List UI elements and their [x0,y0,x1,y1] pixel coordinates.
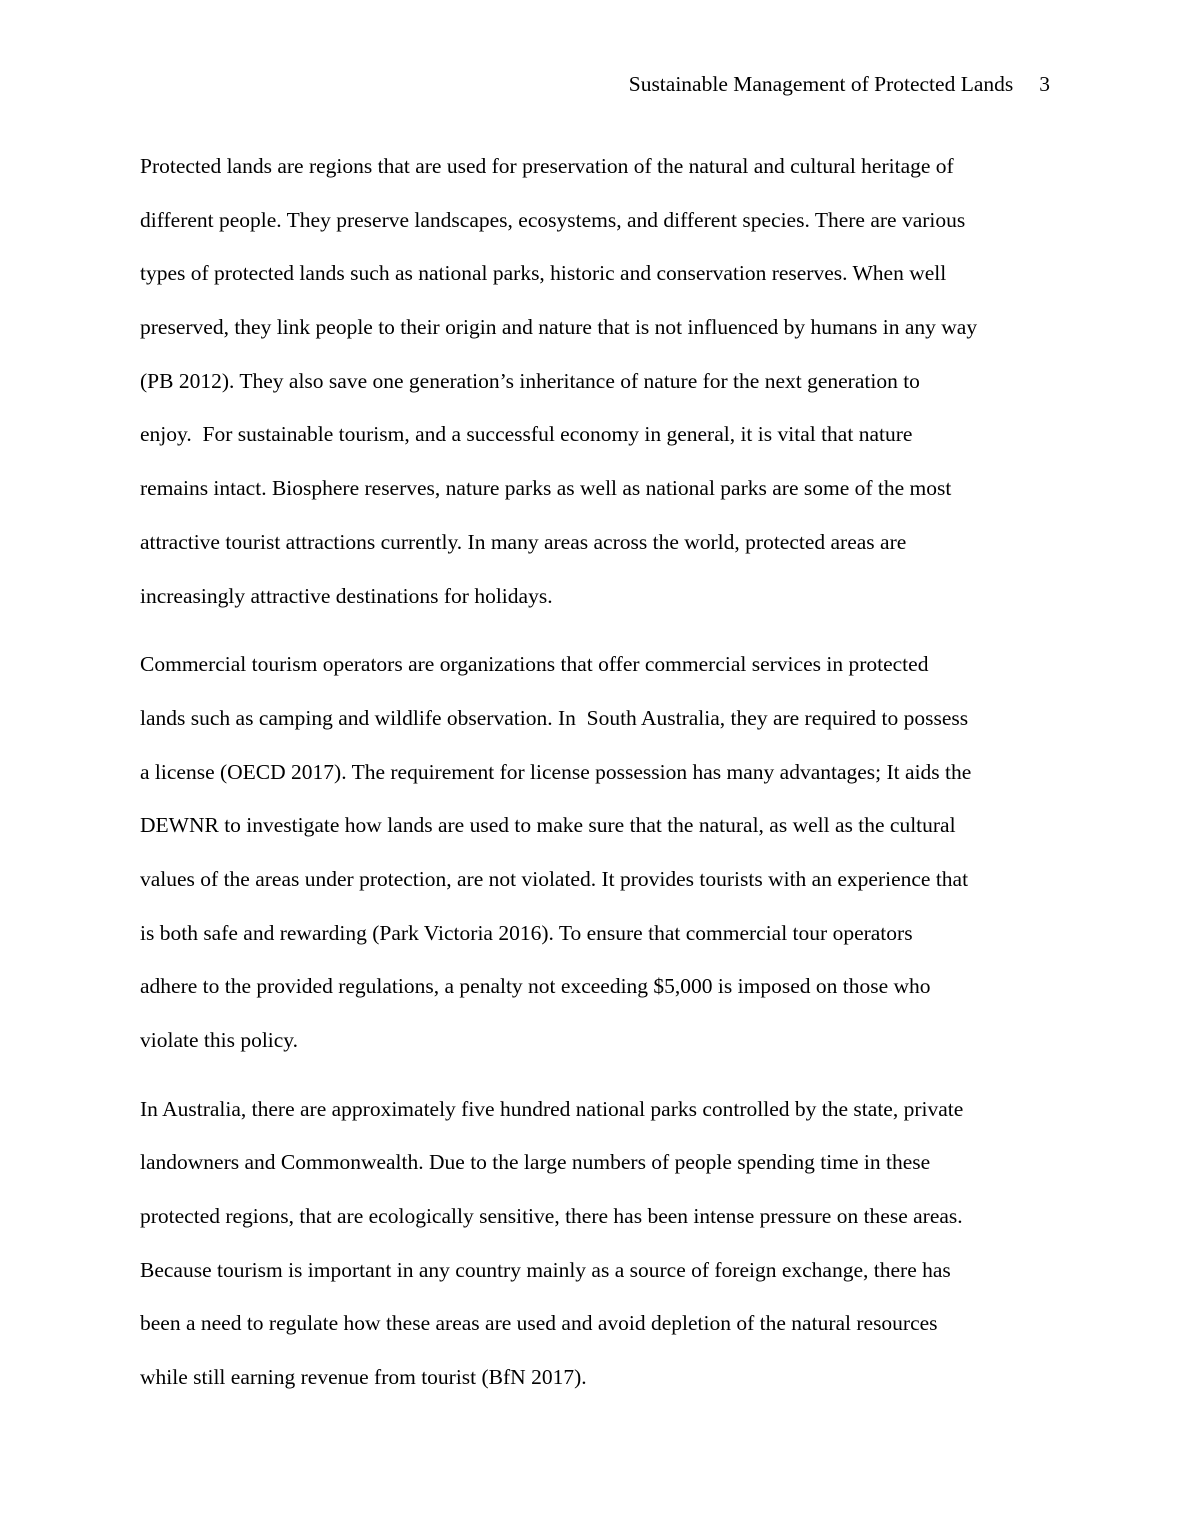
text-line: violate this policy. [140,1028,299,1052]
text-line: is both safe and rewarding (Park Victoria 2016). To ensure that commercial tour operators [140,920,913,945]
text-line: different people. They preserve landscapes, ecosystems, and different species. There are various [140,207,966,232]
text-line: remains intact. Biosphere reserves, nature parks as well as national parks are some of the most [140,476,952,501]
text-line: a license (OECD 2017). The requirement for license possession has many advantages; It aids the [140,759,972,784]
page-number: 3 [1039,72,1050,96]
text-line: attractive tourist attractions currently. In many areas across the world, protected areas are [140,529,907,554]
text-line: In Australia, there are approximately five hundred national parks controlled by the state, private [140,1096,964,1121]
paragraph-commercial-operators [140,638,1052,1068]
text-line: values of the areas under protection, are not violated. It provides tourists with an experience that [140,866,969,891]
text-line: landowners and Commonwealth. Due to the large numbers of people spending time in these [140,1150,931,1175]
document-body [140,140,1052,1405]
running-header [629,70,1050,98]
paragraph-protected-lands [140,140,1052,623]
text-line: increasingly attractive destinations for holidays. [140,583,553,608]
text-line: enjoy. For sustainable tourism, and a successful economy in general, it is vital that nature [140,422,913,447]
text-line: lands such as camping and wildlife observation. In South Australia, they are required to possess [140,705,969,730]
text-line: Commercial tourism operators are organizations that offer commercial services in protected [140,652,929,677]
paragraph-australia-parks [140,1083,1052,1405]
text-line: preserved, they link people to their origin and nature that is not influenced by humans in any way [140,315,978,340]
text-line: Because tourism is important in any country mainly as a source of foreign exchange, there has [140,1257,951,1282]
text-line: been a need to regulate how these areas are used and avoid depletion of the natural resources [140,1311,938,1336]
text-line: adhere to the provided regulations, a penalty not exceeding $5,000 is imposed on those who [140,974,931,999]
text-line: protected regions, that are ecologically sensitive, there has been intense pressure on these areas. [140,1204,963,1229]
text-line: types of protected lands such as national parks, historic and conservation reserves. When well [140,261,947,286]
running-title: Sustainable Management of Protected Lands [628,72,1014,96]
text-line: Protected lands are regions that are used for preservation of the natural and cultural heritage of [140,154,954,178]
text-line: DEWNR to investigate how lands are used to make sure that the natural, as well as the cultural [140,813,956,838]
text-line: (PB 2012). They also save one generation’s inheritance of nature for the next generation to [140,368,920,393]
text-line: while still earning revenue from tourist (BfN 2017). [140,1365,587,1390]
